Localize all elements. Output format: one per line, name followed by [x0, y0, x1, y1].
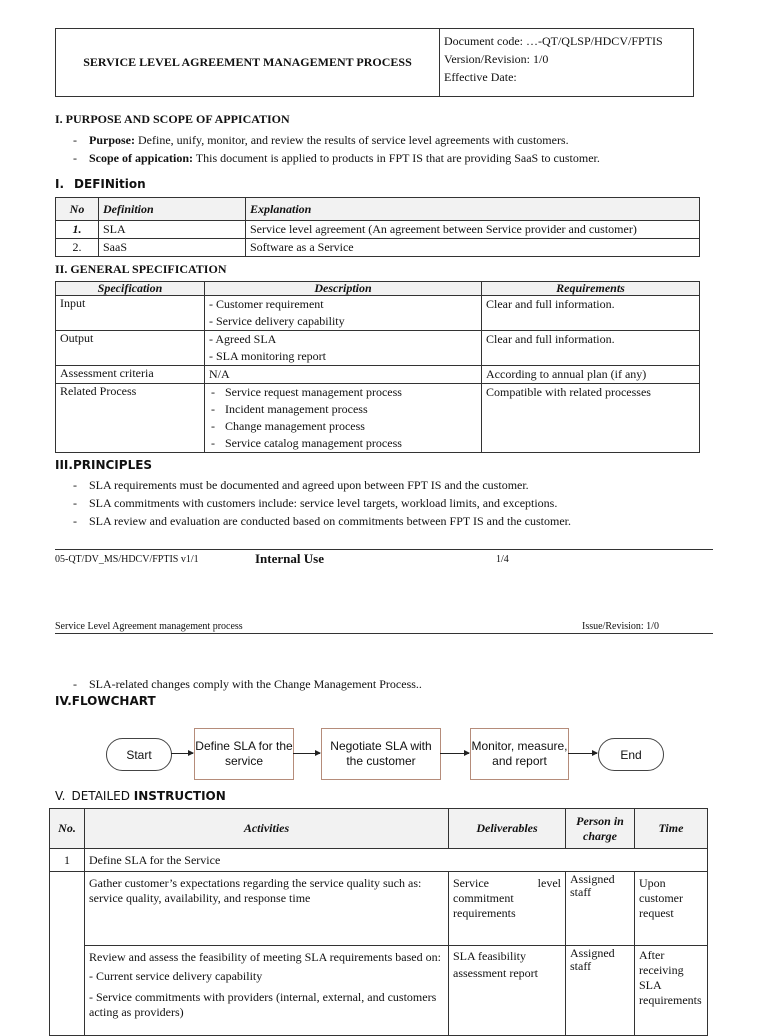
table-row: Assessment criteria N/A According to annual plan (if any): [56, 366, 700, 384]
document-code: Document code: …-QT/QLSP/HDCV/FPTIS: [444, 34, 663, 48]
instruction-table: [49, 808, 708, 1036]
table-row: Input - Customer requirement - Service delivery capability Clear and full information.: [56, 296, 700, 331]
header-table: [55, 28, 694, 97]
document-version: Version/Revision: 1/0: [444, 52, 549, 66]
table-row: Gather customer’s expectations regarding the service quality such as: service quality, availability, and response time Service level commitment requirements Assigned staff Upon customer request: [50, 872, 708, 946]
general-table: [55, 281, 700, 453]
table-row: Related Process - Service request management process - Incident management process - Change management process - Service catalog management process Compatible with related processes: [56, 384, 700, 453]
list-item: - SLA review and evaluation are conducted based on commitments between FPT IS and the customer.: [55, 512, 745, 530]
principles-list: [55, 476, 745, 530]
effective-date: Effective Date:: [444, 70, 517, 84]
col-time: Time: [635, 809, 708, 849]
col-definition: Definition: [99, 198, 246, 221]
flow-arrow: [440, 753, 469, 754]
col-explanation: Explanation: [246, 198, 700, 221]
footer-page-number: 1/4: [496, 554, 509, 565]
flow-step-negotiate: Negotiate SLA with the customer: [321, 728, 441, 780]
list-item: - SLA requirements must be documented and agreed upon between FPT IS and the customer.: [55, 476, 745, 494]
col-deliverables: Deliverables: [449, 809, 566, 849]
col-specification: Specification: [56, 282, 205, 296]
flow-step-monitor: Monitor, measure, and report: [470, 728, 569, 780]
definition-heading: I. DEFINition: [55, 177, 146, 191]
principles-heading: III.PRINCIPLES: [55, 458, 153, 472]
flowchart-heading: IV.FLOWCHART: [55, 694, 156, 708]
flow-step-define: Define SLA for the service: [194, 728, 294, 780]
table-row: 1 Define SLA for the Service: [50, 849, 708, 872]
document-title: SERVICE LEVEL AGREEMENT MANAGEMENT PROCESS: [56, 29, 440, 97]
footer-rule: [55, 549, 713, 550]
document-meta: [440, 29, 694, 97]
flow-arrow: [293, 753, 320, 754]
footer-code: 05-QT/DV_MS/HDCV/FPTIS v1/1: [55, 554, 199, 565]
flow-start: Start: [106, 738, 172, 771]
col-activities: Activities: [85, 809, 449, 849]
col-person: Person in charge: [566, 809, 635, 849]
flow-end: End: [598, 738, 664, 771]
col-requirements: Requirements: [482, 282, 700, 296]
table-row: Review and assess the feasibility of meeting SLA requirements based on: - Current service delivery capability - Service commitments with providers (internal, external, and customers acting as providers) SLA feasibility assessment report Assigned staff After receiving SLA requirements: [50, 946, 708, 1036]
definition-table: [55, 197, 700, 257]
list-item: - SLA commitments with customers include: service level targets, workload limits, and exceptions.: [55, 494, 745, 512]
col-no: No: [56, 198, 99, 221]
purpose-heading: I. PURPOSE AND SCOPE OF APPICATION: [55, 112, 290, 126]
col-description: Description: [205, 282, 482, 296]
table-row: 2. SaaS Software as a Service: [56, 239, 700, 257]
page2-header-left: Service Level Agreement management process: [55, 621, 243, 632]
page2-header-rule: [55, 633, 713, 634]
general-heading: II. GENERAL SPECIFICATION: [55, 262, 227, 276]
table-row: 1. SLA Service level agreement (An agreement between Service provider and customer): [56, 221, 700, 239]
scope-item: - Scope of appication: This document is applied to products in FPT IS that are providing SaaS to customer.: [55, 149, 745, 167]
footer-internal-use: Internal Use: [255, 551, 324, 566]
detailed-heading: V. DETAILED INSTRUCTION: [55, 789, 226, 803]
col-no: No.: [50, 809, 85, 849]
list-item: - SLA-related changes comply with the Change Management Process..: [55, 675, 745, 693]
purpose-list: [55, 131, 745, 167]
principles-continued: [55, 675, 745, 693]
purpose-item: - Purpose: Define, unify, monitor, and review the results of service level agreements with customers.: [55, 131, 745, 149]
flow-arrow: [171, 753, 193, 754]
table-row: Output - Agreed SLA - SLA monitoring report Clear and full information.: [56, 331, 700, 366]
flow-arrow: [568, 753, 597, 754]
page2-header-right: Issue/Revision: 1/0: [582, 621, 659, 632]
